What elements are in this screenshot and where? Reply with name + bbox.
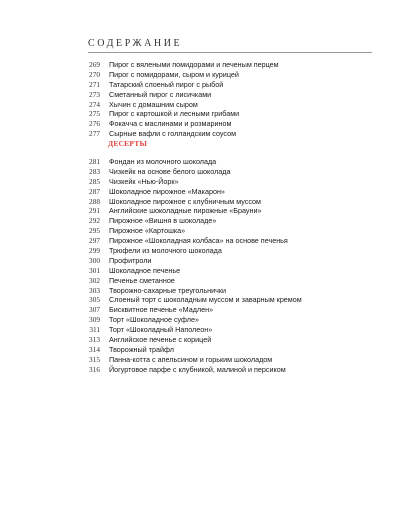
- toc-entry-title: Сырные вафли с голландским соусом: [109, 129, 237, 139]
- toc-entry-title: Чизкейк «Нью-Йорк»: [109, 176, 179, 186]
- toc-entry: [84, 216, 384, 226]
- toc-entry-title: Пирожное «Картошка»: [109, 226, 186, 236]
- toc-entry: [84, 197, 384, 207]
- toc-page-number: 292: [89, 216, 100, 226]
- toc-list-desserts: [84, 157, 384, 375]
- toc-page-number: 281: [89, 157, 100, 166]
- toc-entry: [84, 60, 384, 70]
- toc-page-number: 309: [89, 315, 100, 325]
- toc-page-number: 283: [89, 166, 100, 176]
- toc-page-number: 288: [89, 196, 100, 206]
- toc-entry-title: Слоеный торт с шоколадным муссом и заварным кремом: [109, 295, 302, 305]
- toc-entry-title: Профитроли: [109, 255, 152, 265]
- toc-page-number: 269: [89, 60, 100, 69]
- toc-entry-title: Шоколадное пирожное с клубничным муссом: [109, 196, 261, 206]
- toc-page-number: 302: [89, 275, 100, 285]
- toc-entry-title: Шоколадное печенье: [109, 265, 181, 275]
- header-divider: [88, 52, 372, 53]
- toc-page-number: 314: [89, 344, 100, 354]
- toc-entry: [84, 256, 384, 266]
- toc-entry: [84, 335, 384, 345]
- toc-entry: [84, 129, 384, 139]
- toc-page-number: 271: [89, 79, 100, 89]
- section-heading: ДЕСЕРТЫ: [108, 139, 148, 148]
- toc-entry: [84, 187, 384, 197]
- toc-page-number: 301: [89, 265, 100, 275]
- toc-entry: [84, 80, 384, 90]
- toc-list-main: [84, 60, 384, 139]
- toc-page-number: 305: [89, 295, 100, 305]
- toc-entry-title: Пирожное «Шоколадная колбаса» на основе печенья: [109, 236, 288, 246]
- toc-entry: [84, 345, 384, 355]
- toc-entry-title: Панна-котта с апельсином и горьким шоколадом: [109, 354, 273, 364]
- toc-page-number: 270: [89, 69, 100, 79]
- toc-page-number: 273: [89, 89, 100, 99]
- toc-entry-title: Торт «Шоколадное суфле»: [109, 315, 199, 325]
- toc-entry-title: Бисквитное печенье «Мадлен»: [109, 305, 214, 315]
- toc-page-number: 299: [89, 246, 100, 256]
- toc-entry: [84, 100, 384, 110]
- toc-entry: [84, 315, 384, 325]
- toc-entry: [84, 246, 384, 256]
- toc-entry: [84, 206, 384, 216]
- toc-entry: [84, 70, 384, 80]
- toc-entry: [84, 276, 384, 286]
- toc-entry-title: Сметанный пирог с лисичками: [109, 89, 212, 99]
- toc-entry-title: Английское печенье с корицей: [109, 335, 212, 345]
- toc-page-number: 311: [89, 325, 100, 335]
- toc-page-number: 275: [89, 109, 100, 119]
- toc-entry: [84, 286, 384, 296]
- toc-entry: [84, 295, 384, 305]
- toc-page-number: 316: [89, 364, 100, 374]
- toc-page-number: 303: [89, 285, 100, 295]
- toc-entry-title: Фондан из молочного шоколада: [109, 157, 217, 166]
- toc-entry-title: Чизкейк на основе белого шоколада: [109, 166, 231, 176]
- toc-page-number: 277: [89, 129, 100, 139]
- toc-page-number: 297: [89, 236, 100, 246]
- toc-entry-title: Пирог с помидорами, сыром и курицей: [109, 69, 239, 79]
- toc-entry-title: Фокачча с маслинами и розмарином: [109, 119, 232, 129]
- page-title: СОДЕРЖАНИЕ: [88, 38, 183, 49]
- toc-entry: [84, 355, 384, 365]
- toc-entry-title: Татарский слоеный пирог с рыбой: [109, 79, 224, 89]
- toc-page-number: 315: [89, 354, 100, 364]
- toc-entry: [84, 325, 384, 335]
- toc-entry-title: Творожно-сахарные треугольнички: [109, 285, 227, 295]
- toc-entry-title: Печенье сметанное: [109, 275, 175, 285]
- toc-entry: [84, 305, 384, 315]
- toc-entry-title: Йогуртовое парфе с клубникой, малиной и персиком: [109, 364, 286, 374]
- toc-entry: [84, 266, 384, 276]
- toc-page-number: 291: [89, 206, 100, 216]
- toc-entry-title: Хычин с домашним сыром: [109, 99, 198, 109]
- toc-entry-title: Пирожное «Вишня в шоколаде»: [109, 216, 217, 226]
- toc-page-number: 276: [89, 119, 100, 129]
- toc-entry: [84, 177, 384, 187]
- toc-entry: [84, 90, 384, 100]
- toc-page-number: 285: [89, 176, 100, 186]
- toc-entry: [84, 157, 384, 167]
- toc-entry-title: Английские шоколадные пирожные «Брауни»: [109, 206, 262, 216]
- toc-entry-title: Трюфели из молочного шоколада: [109, 246, 222, 256]
- toc-entry-title: Торт «Шоколадный Наполеон»: [109, 325, 213, 335]
- toc-entry-title: Пирог с картошкой и лесными грибами: [109, 109, 240, 119]
- toc-entry: [84, 167, 384, 177]
- toc-entry: [84, 236, 384, 246]
- toc-entry: [84, 365, 384, 375]
- toc-page-number: 300: [89, 255, 100, 265]
- toc-entry-title: Творожный трайфл: [109, 344, 174, 354]
- toc-entry-title: Шоколадное пирожное «Макарон»: [109, 186, 225, 196]
- toc-page-number: 307: [89, 305, 100, 315]
- toc-page-number: 295: [89, 226, 100, 236]
- toc-entry: [84, 226, 384, 236]
- toc-page-number: 274: [89, 99, 100, 109]
- toc-entry: [84, 109, 384, 119]
- toc-entry-title: Пирог с вялеными помидорами и печеным перцем: [109, 60, 279, 69]
- toc-page-number: 287: [89, 186, 100, 196]
- toc-page-number: 313: [89, 335, 100, 345]
- toc-entry: [84, 119, 384, 129]
